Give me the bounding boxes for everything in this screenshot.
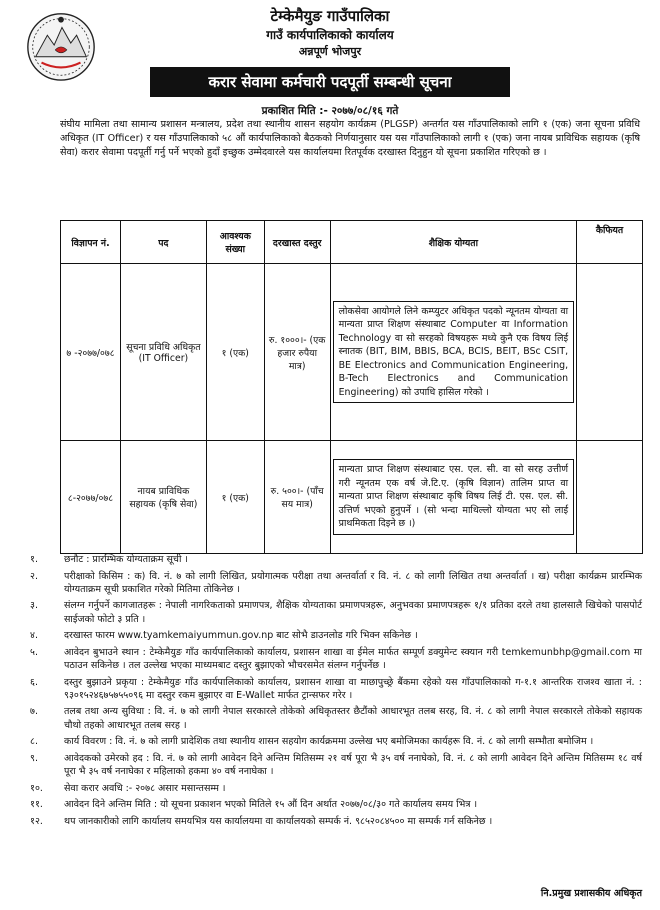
note-number: २. [30, 570, 38, 582]
note-number: १२. [30, 815, 43, 827]
note-text: संलग्न गर्नुपर्ने कागजातहरू : नेपाली नागरिकताको प्रमाणपत्र, शैक्षिक योग्यताका प्रमाणपत्रहरू, अनुभवका प्रमाणपत्रहरू १/१ प्रतिका दरले तथा हालसालै खिचेको पासपोर्ट साईजको फोटो ३ प्रति । [64, 600, 642, 625]
col-header-remarks: कैफियत [577, 221, 643, 264]
fee-cell: रु. १०००।- (एक हजार रुपैया मात्र) [264, 264, 330, 441]
note-number: ५. [30, 646, 38, 658]
col-header-count: आवश्यक संख्या [206, 221, 264, 264]
note-number: ९. [30, 752, 38, 764]
qualification-cell [330, 441, 576, 554]
list-item [30, 553, 642, 566]
qualification-text: मान्यता प्राप्त शिक्षण संस्थाबाट एस. एल. सी. वा सो सरह उत्तीर्ण गरी न्यूनतम एक वर्ष जे.टि.ए. (कृषि विज्ञान) तालिम प्राप्त वा मान्यता प्राप्त शिक्षण संस्थाबाट कृषि विषय लिई टी. एस. एल. सी. उत्तिर्ण भएको हुनुपर्ने । (सो भन्दा माथिल्लो योग्यता भए सो लाई प्राथमिकता दिइने छ ।) [333, 459, 574, 535]
count-cell: १ (एक) [206, 264, 264, 441]
list-item [30, 735, 642, 748]
list-item [30, 705, 642, 731]
note-text: थप जानकारीको लागि कार्यालय समयभित्र यस कार्यालयमा वा कार्यालयको सम्पर्क नं. ९८५२०८४५०० मा सम्पर्क गर्न सकिनेछ । [64, 815, 493, 827]
note-text: दस्तुर बुझाउने प्रकृया : टेम्केमैयुङ गाँउ कार्यपालिकाको कार्यालय, प्रशासन शाखा वा माछापुच्छ्रे बैंकमा रहेको यस गाँउपालिकाको ग-१.१ आन्तरिक राजश्व खाता नं. : ९३०१५२४६७५७५५०९६ मा दस्तुर रकम बुझाएर वा E-Wallet मार्फत ट्रान्सफर गरेर । [64, 676, 642, 701]
note-text: सेवा करार अवधि :- २०७८ असार मसान्तसम्म । [64, 782, 226, 794]
note-text: तलब तथा अन्य सुविधा : वि. नं. ७ को लागी नेपाल सरकारले तोकेको अधिकृतस्तर छैटौंको आधारभूत तलब सरह, वि. नं. ८ को लागी नेपाल सरकारले तोकेको सहायक चौथो तहको आधारभूत तलब सरह । [64, 706, 642, 731]
list-item [30, 798, 642, 811]
note-number: ८. [30, 736, 38, 748]
remarks-cell [577, 264, 643, 441]
notes-list [30, 553, 642, 831]
note-number: ७. [30, 706, 38, 718]
col-header-post: पद [120, 221, 206, 264]
col-header-fee: दरखास्त दस्तुर [264, 221, 330, 264]
intro-paragraph: संघीय मामिला तथा सामान्य प्रशासन मन्त्रालय, प्रदेश तथा स्थानीय शासन सहयोग कार्यक्रम (PLGSP) अन्तर्गत यस गाँउपालिकाको लागि १ (एक) जना सूचना प्रविधि अधिकृत (IT Officer) र यस गाँउपालिकाको ५८ औं कार्यपालिकाको बैठकको निर्णयानुसार यस यस गाँउपालिकाको लागी १ (एक) जना नायब प्राविधिक सहायक (कृषि सेवा) करार सेवामा पदपूर्ती गर्नु पर्ने भएको हुदाँ इच्छुक उम्मेदवारले यस कार्यालयमा रितपूर्वक दरखास्त दिनुहुन यो सूचना प्रकाशित गरिएको छ । [60, 119, 640, 158]
note-number: ३. [30, 600, 38, 612]
note-text: परीक्षाको किसिम : क) वि. नं. ७ को लागी लिखित, प्रयोगात्मक परीक्षा तथा अन्तर्वार्ता र वि. नं. ८ को लागी लिखित तथा अन्तर्वार्ता । ख) परीक्षा कार्यक्रम प्रारम्भिक योग्यताक्रम सूची प्रकाशित गरेको मितिमा तोकिनेछ । [64, 570, 642, 595]
signatory-title: नि.प्रमुख प्रशासकीय अधिकृत [540, 888, 642, 899]
count-cell: १ (एक) [206, 441, 264, 554]
note-text: आवेदन बुभाउने स्थान : टेम्केमैयुङ गाँउ कार्यपालिकाको कार्यालय, प्रशासन शाखा वा ईमेल मार्फत सम्पूर्ण डक्युमेन्ट स्क्यान गरी temkemunbhp@gmail.com मा पठाउन सकिनेछ । तल उल्लेख भएका माध्यमबाट दस्तुर बुझाएको भौचरसमेत संलग्न गर्नुपर्नेछ । [64, 646, 642, 671]
list-item [30, 752, 642, 778]
office-address: अन्नपूर्ण भोजपुर [298, 45, 362, 58]
list-item [30, 782, 642, 795]
qualification-cell [330, 264, 576, 441]
col-header-qualification: शैक्षिक योग्यता [330, 221, 576, 264]
post-cell: नायब प्राविधिक सहायक (कृषि सेवा) [120, 441, 206, 554]
vacancy-table [60, 220, 643, 554]
table-header-row [61, 221, 643, 264]
published-date: प्रकाशित मिति :- २०७७/०८/१६ गते [261, 105, 399, 117]
qualification-text: लोकसेवा आयोगले लिने कम्प्युटर अधिकृत पदको न्यूनतम योग्यता वा मान्यता प्राप्त शिक्षण संस्थाबाट Computer वा Information Technology वा सो सरहको विषयहरू मध्ये कुनै एक विषय लिई स्नातक (BIT, BIM, BBIS, BCA, BCIS, BEIT, BSc CSIT, BE Electronics and Communication Engineering, B-Tech Electronics and Communication Engineering) को उपाधि हासिल गरेको । [333, 301, 574, 404]
note-text: दरखास्त फारम www.tyamkemaiyummun.gov.np बाट सोभै डाउनलोड गरि भिक्न सकिनेछ । [64, 630, 418, 642]
list-item [30, 599, 642, 625]
note-text: आवेदकको उमेरको हद : वि. नं. ७ को लागी आवेदन दिने अन्तिम मितिसम्म २१ वर्ष पूरा भै ३५ वर्ष ननाघेको, वि. नं. ८ को लागी आवेदन दिने अन्तिम मितिसम्म १८ वर्ष पूरा भै ३५ वर्ष ननाघेका र महिलाको हकमा ४० वर्ष ननाघेका । [64, 752, 642, 777]
list-item [30, 646, 642, 672]
ad-no-cell: ७ -२०७७/०७८ [61, 264, 121, 441]
office-name: गाउँ कार्यपालिकाको कार्यालय [266, 28, 394, 42]
fee-cell: रु. ५००।- (पाँच सय मात्र) [264, 441, 330, 554]
col-header-ad-no: विज्ञापन नं. [61, 221, 121, 264]
table-row [61, 264, 643, 441]
table-row [61, 441, 643, 554]
ad-no-cell: ८-२०७७/०७८ [61, 441, 121, 554]
note-number: ६. [30, 676, 38, 688]
note-number: ४. [30, 630, 38, 642]
list-item [30, 676, 642, 702]
post-cell: सूचना प्रविधि अधिकृत (IT Officer) [120, 264, 206, 441]
notice-title: करार सेवामा कर्मचारी पदपूर्ती सम्बन्धी सूचना [150, 67, 510, 97]
remarks-cell [577, 441, 643, 554]
note-text: कार्य विवरण : वि. नं. ७ को लागी प्रादेशिक तथा स्थानीय शासन सहयोग कार्यक्रममा उल्लेख भए बमोजिमका कार्यहरू वि. नं. ८ को लागी सम्भौता बमोजिम । [64, 736, 594, 748]
note-number: १. [30, 554, 38, 565]
note-number: १०. [30, 782, 43, 794]
note-number: ११. [30, 799, 43, 811]
note-text: आवेदन दिने अन्तिम मिति : यो सूचना प्रकाशन भएको मितिले १५ औं दिन अर्थात २०७७/०८/३० गते कार्यालय समय भित्र । [64, 799, 478, 811]
list-item [30, 815, 642, 828]
note-text: छनौट : प्रारम्भिक योग्यताक्रम सूची । [64, 554, 189, 565]
list-item [30, 570, 642, 596]
municipality-name: टेम्केमैयुङ गाउँपालिका [270, 7, 390, 25]
list-item [30, 629, 642, 642]
